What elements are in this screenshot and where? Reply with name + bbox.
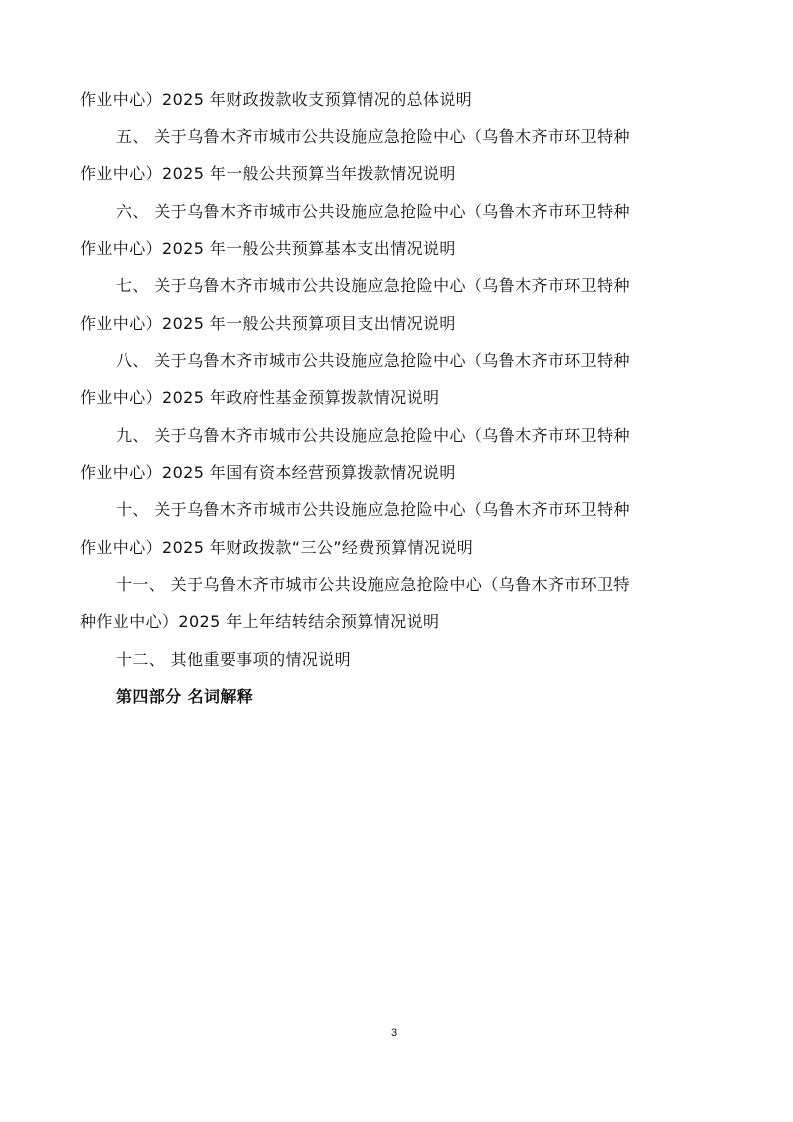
list-item-10: 十、 关于乌鲁木齐市城市公共设施应急抢险中心（乌鲁木齐市环卫特种 bbox=[116, 500, 630, 519]
text-line: 作业中心）2025 年财政拨款“三公”经费预算情况说明 bbox=[80, 538, 474, 557]
list-item-11: 十一、 关于乌鲁木齐市城市公共设施应急抢险中心（乌鲁木齐市环卫特 bbox=[116, 575, 630, 594]
list-item-6: 六、 关于乌鲁木齐市城市公共设施应急抢险中心（乌鲁木齐市环卫特种 bbox=[116, 202, 630, 221]
text-line: 作业中心）2025 年政府性基金预算拨款情况说明 bbox=[80, 388, 440, 407]
section-heading: 第四部分 名词解释 bbox=[116, 687, 254, 706]
list-item-5: 五、 关于乌鲁木齐市城市公共设施应急抢险中心（乌鲁木齐市环卫特种 bbox=[116, 127, 630, 146]
list-item-12: 十二、 其他重要事项的情况说明 bbox=[116, 650, 352, 669]
page-number: 3 bbox=[391, 1027, 398, 1039]
text-line: 作业中心）2025 年财政拨款收支预算情况的总体说明 bbox=[80, 90, 473, 109]
text-line: 种作业中心）2025 年上年结转结余预算情况说明 bbox=[80, 612, 440, 631]
list-item-8: 八、 关于乌鲁木齐市城市公共设施应急抢险中心（乌鲁木齐市环卫特种 bbox=[116, 351, 630, 370]
list-item-7: 七、 关于乌鲁木齐市城市公共设施应急抢险中心（乌鲁木齐市环卫特种 bbox=[116, 276, 630, 295]
text-line: 作业中心）2025 年一般公共预算当年拨款情况说明 bbox=[80, 164, 456, 183]
text-line: 作业中心）2025 年一般公共预算项目支出情况说明 bbox=[80, 314, 456, 333]
text-line: 作业中心）2025 年一般公共预算基本支出情况说明 bbox=[80, 239, 456, 258]
text-line: 作业中心）2025 年国有资本经营预算拨款情况说明 bbox=[80, 463, 456, 482]
list-item-9: 九、 关于乌鲁木齐市城市公共设施应急抢险中心（乌鲁木齐市环卫特种 bbox=[116, 426, 630, 445]
